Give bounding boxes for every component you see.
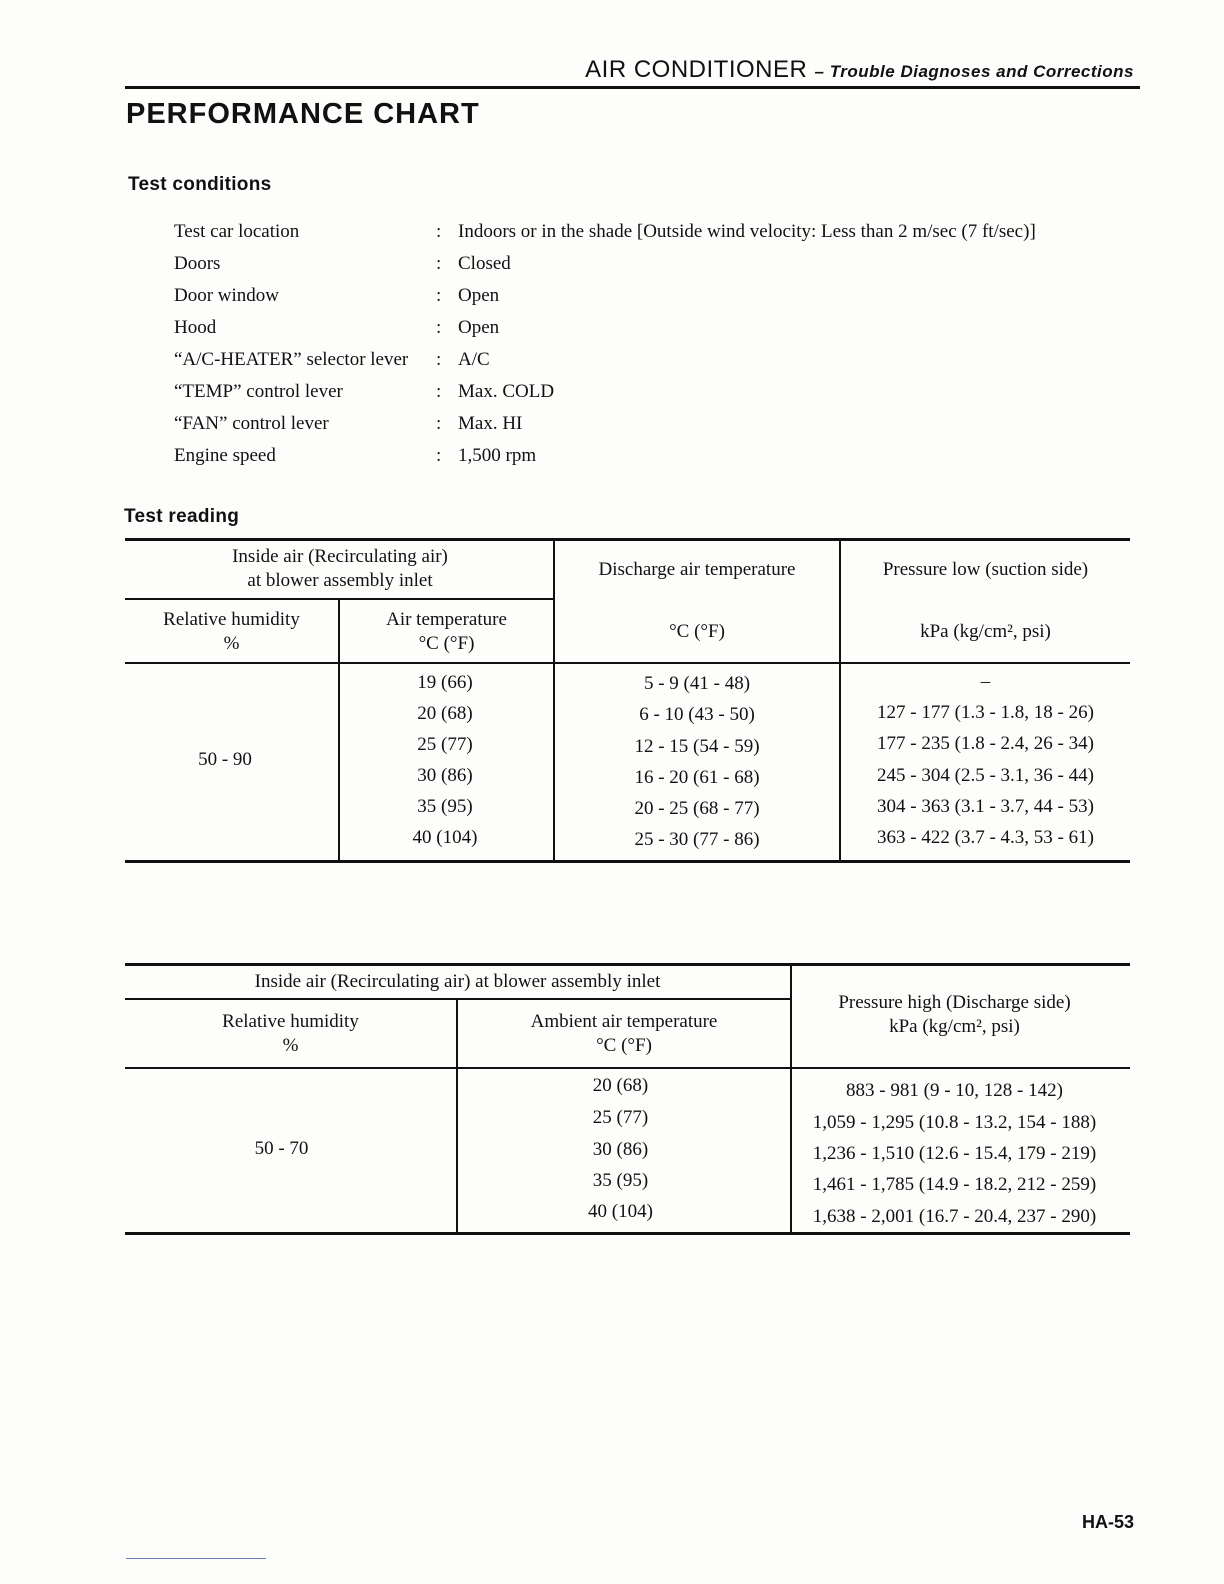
test-reading-heading: Test reading xyxy=(124,506,240,527)
discharge-cell: 6 - 10 (43 - 50) xyxy=(639,704,755,725)
group-header-line: Inside air (Recirculating air) xyxy=(232,546,448,567)
air-temp-cell: 40 (104) xyxy=(412,827,478,848)
group-header xyxy=(125,545,555,593)
condition-colon: : xyxy=(436,253,442,274)
ambient-cell: 25 (77) xyxy=(592,1107,649,1128)
header-unit: % xyxy=(282,1035,299,1056)
running-header xyxy=(585,56,1134,84)
header-bottom-rule xyxy=(125,1067,1130,1069)
condition-colon: : xyxy=(436,413,442,434)
discharge-cell: 20 - 25 (68 - 77) xyxy=(634,798,760,819)
condition-value: Indoors or in the shade [Outside wind velocity: Less than 2 m/sec (7 ft/sec)] xyxy=(458,221,1036,242)
ambient-cell: 40 (104) xyxy=(588,1201,653,1222)
pressure-high-cell: 1,059 - 1,295 (10.8 - 13.2, 154 - 188) xyxy=(812,1112,1097,1133)
column-header-humidity xyxy=(125,608,338,656)
condition-label: Test car location xyxy=(174,221,300,242)
header-line: Relative humidity xyxy=(222,1011,359,1032)
condition-label: “FAN” control lever xyxy=(174,413,329,434)
air-temp-cell: 25 (77) xyxy=(417,734,473,755)
condition-value: Open xyxy=(458,317,500,338)
pressure-high-cell: 1,638 - 2,001 (16.7 - 20.4, 237 - 290) xyxy=(812,1206,1097,1227)
header-line: Pressure high (Discharge side) xyxy=(838,992,1071,1013)
condition-colon: : xyxy=(436,381,442,402)
air-temp-cell: 19 (66) xyxy=(417,672,473,693)
discharge-cell: 16 - 20 (61 - 68) xyxy=(634,767,760,788)
condition-label: Engine speed xyxy=(174,445,276,466)
header-divider xyxy=(125,598,555,600)
pressure-low-cell: 177 - 235 (1.8 - 2.4, 26 - 34) xyxy=(877,733,1094,754)
header-unit: kPa (kg/cm², psi) xyxy=(889,1016,1020,1037)
column-header-humidity xyxy=(125,1010,456,1058)
table-top-rule xyxy=(125,963,1130,966)
ambient-cell: 35 (95) xyxy=(592,1170,649,1191)
scan-artifact-line xyxy=(126,1558,266,1559)
header-unit: % xyxy=(223,633,240,654)
table-top-rule xyxy=(125,538,1130,541)
column-header-pressure-low: Pressure low (suction side) xyxy=(882,559,1089,580)
condition-label: “A/C-HEATER” selector lever xyxy=(174,349,409,370)
air-temp-cell: 30 (86) xyxy=(417,765,473,786)
condition-label: “TEMP” control lever xyxy=(174,381,343,402)
condition-colon: : xyxy=(436,445,442,466)
ambient-cell: 20 (68) xyxy=(592,1075,649,1096)
discharge-cell: 25 - 30 (77 - 86) xyxy=(634,829,760,850)
column-header-discharge-unit: °C (°F) xyxy=(669,621,725,642)
condition-label: Door window xyxy=(174,285,280,306)
condition-colon: : xyxy=(436,221,442,242)
page-number: HA-53 xyxy=(1081,1512,1134,1532)
pressure-low-cell: 127 - 177 (1.3 - 1.8, 18 - 26) xyxy=(877,702,1094,723)
header-line: Ambient air temperature xyxy=(530,1011,718,1032)
condition-value: Max. HI xyxy=(458,413,523,434)
air-temp-cell: 20 (68) xyxy=(417,703,473,724)
header-line: Relative humidity xyxy=(163,609,300,630)
column-header-pressure-high xyxy=(792,991,1117,1039)
column-header-ambient xyxy=(458,1010,790,1058)
column-header-air-temperature xyxy=(340,608,553,656)
page-title: PERFORMANCE CHART xyxy=(126,98,480,130)
pressure-high-cell: 883 - 981 (9 - 10, 128 - 142) xyxy=(846,1080,1063,1101)
test-conditions-heading: Test conditions xyxy=(128,174,272,195)
group-header-line: at blower assembly inlet xyxy=(247,570,433,591)
group-header: Inside air (Recirculating air) at blower assembly inlet xyxy=(254,971,661,992)
discharge-cell: 5 - 9 (41 - 48) xyxy=(643,673,751,694)
pressure-low-cell: 245 - 304 (2.5 - 3.1, 36 - 44) xyxy=(877,765,1094,786)
condition-colon: : xyxy=(436,317,442,338)
condition-colon: : xyxy=(436,285,442,306)
header-line: Air temperature xyxy=(386,609,507,630)
condition-label: Doors xyxy=(174,253,221,274)
pressure-low-cell: 363 - 422 (3.7 - 4.3, 53 - 61) xyxy=(877,827,1094,848)
air-temp-cell: 35 (95) xyxy=(417,796,473,817)
condition-value: Closed xyxy=(458,253,511,274)
discharge-cell: 12 - 15 (54 - 59) xyxy=(634,736,760,757)
header-rule xyxy=(125,86,1140,89)
column-header-discharge: Discharge air temperature xyxy=(598,559,796,580)
pressure-low-cell: 304 - 363 (3.1 - 3.7, 44 - 53) xyxy=(877,796,1094,817)
header-bottom-rule xyxy=(125,662,1130,664)
pressure-high-cell: 1,461 - 1,785 (14.9 - 18.2, 212 - 259) xyxy=(812,1174,1097,1195)
condition-colon: : xyxy=(436,349,442,370)
header-title: AIR CONDITIONER xyxy=(585,56,808,83)
header-unit: °C (°F) xyxy=(418,633,475,654)
condition-value: Open xyxy=(458,285,500,306)
column-header-pressure-low-unit: kPa (kg/cm², psi) xyxy=(920,621,1051,642)
condition-value: Max. COLD xyxy=(458,381,555,402)
ambient-cell: 30 (86) xyxy=(592,1139,649,1160)
table-bottom-rule xyxy=(125,1232,1130,1235)
humidity-cell: 50 - 90 xyxy=(198,749,252,770)
header-divider xyxy=(125,998,791,1000)
condition-value: A/C xyxy=(458,349,490,370)
pressure-high-cell: 1,236 - 1,510 (12.6 - 15.4, 179 - 219) xyxy=(812,1143,1097,1164)
table-bottom-rule xyxy=(125,860,1130,863)
pressure-low-cell: – xyxy=(980,671,991,692)
header-subtitle: – Trouble Diagnoses and Corrections xyxy=(814,62,1134,81)
humidity-cell: 50 - 70 xyxy=(254,1138,309,1159)
condition-value: 1,500 rpm xyxy=(458,445,537,466)
condition-label: Hood xyxy=(174,317,217,338)
header-unit: °C (°F) xyxy=(596,1035,652,1056)
